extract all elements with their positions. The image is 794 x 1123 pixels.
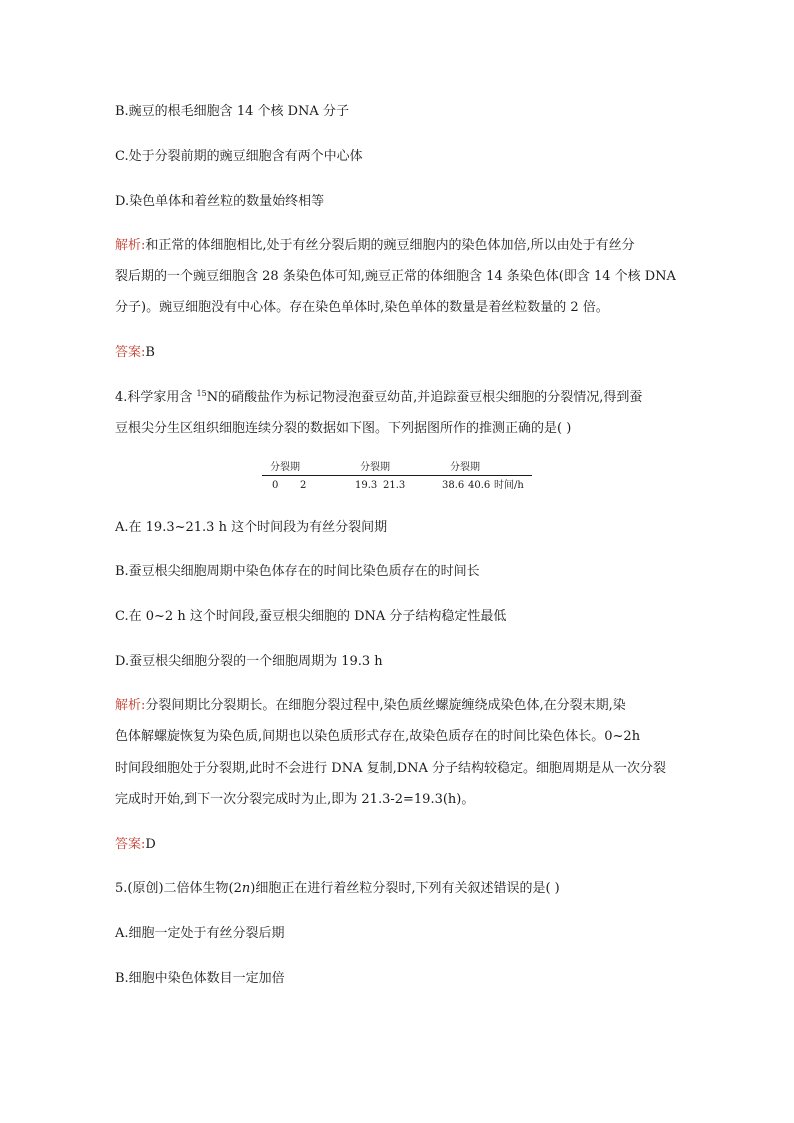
q3-option-c: C.处于分裂前期的豌豆细胞含有两个中心体 <box>115 149 363 164</box>
q4-answer-value: D <box>145 837 156 852</box>
q4-answer <box>115 836 156 854</box>
q3-option-b: B.豌豆的根毛细胞含 14 个核 DNA 分子 <box>115 104 349 119</box>
timeline-axis-label: 时间/h <box>494 480 524 491</box>
q4-option-c: C.在 0~2 h 这个时间段,蚕豆根尖细胞的 DNA 分子结构稳定性最低 <box>115 609 507 624</box>
q4-option-b: B.蚕豆根尖细胞周期中染色体存在的时间比染色质存在的时间长 <box>115 564 480 579</box>
q3-answer-value: B <box>145 345 155 360</box>
q4-stem-pre: 4.科学家用含 <box>115 390 197 405</box>
q4-option-a: A.在 19.3~21.3 h 这个时间段为有丝分裂间期 <box>115 520 388 535</box>
timeline-phase-label-1: 分裂期 <box>270 462 300 473</box>
cell-cycle-timeline <box>262 456 534 492</box>
q4-answer-label: 答案: <box>115 837 146 852</box>
q5-stem-pre: 5.(原创)二倍体生物(2 <box>115 881 242 896</box>
q4-isotope-symbol: N <box>206 390 219 405</box>
timeline-tick-19-3: 19.3 <box>355 480 378 491</box>
q3-analysis-line-2: 裂后期的一个豌豆细胞含 28 条染色体可知,豌豆正常的体细胞含 14 条染色体(即含 14 个核 DNA <box>115 269 676 284</box>
q3-answer <box>115 344 155 362</box>
timeline-tick-40-6: 40.6 <box>468 480 491 491</box>
q4-isotope-mass: 15 <box>196 389 207 398</box>
q5-stem-post: )细胞正在进行着丝粒分裂时,下列有关叙述错误的是( ) <box>250 881 560 896</box>
timeline-phase-label-2: 分裂期 <box>360 462 390 473</box>
q4-stem-line-1 <box>115 389 642 407</box>
q4-analysis-label: 解析: <box>115 698 146 713</box>
q5-stem-italic: n <box>241 881 251 896</box>
q3-answer-label: 答案: <box>115 345 146 360</box>
timeline-tick-2: 2 <box>300 480 307 491</box>
q4-option-d: D.蚕豆根尖细胞分裂的一个细胞周期为 19.3 h <box>115 654 383 669</box>
q4-stem-line-2: 豆根尖分生区组织细胞连续分裂的数据如下图。下列据图所作的推测正确的是( ) <box>115 421 572 436</box>
q3-analysis-label: 解析: <box>115 238 146 253</box>
timeline-tick-0: 0 <box>272 480 279 491</box>
q3-analysis-text-1: 和正常的体细胞相比,处于有丝分裂后期的豌豆细胞内的染色体加倍,所以由处于有丝分 <box>145 238 635 253</box>
q4-analysis-line-3: 时间段细胞处于分裂期,此时不会进行 DNA 复制,DNA 分子结构较稳定。细胞周期是从一次分裂 <box>115 761 667 776</box>
q4-analysis-line-2: 色体解螺旋恢复为染色质,间期也以染色质形式存在,故染色质存在的时间比染色体长。0~2h <box>115 729 641 744</box>
timeline-phase-label-3: 分裂期 <box>450 462 480 473</box>
q4-analysis-line-4: 完成时开始,到下一次分裂完成时为止,即为 21.3-2=19.3(h)。 <box>115 792 475 807</box>
timeline-tick-38-6: 38.6 <box>442 480 465 491</box>
q5-option-b: B.细胞中染色体数目一定加倍 <box>115 971 285 986</box>
q4-analysis-line-1 <box>115 697 626 715</box>
q4-analysis-text-1: 分裂间期比分裂期长。在细胞分裂过程中,染色质丝螺旋缠绕成染色体,在分裂末期,染 <box>145 698 626 713</box>
q5-stem <box>115 880 560 898</box>
q4-stem-post: 的硝酸盐作为标记物浸泡蚕豆幼苗,并追踪蚕豆根尖细胞的分裂情况,得到蚕 <box>218 390 643 405</box>
timeline-tick-21-3: 21.3 <box>383 480 406 491</box>
q3-option-d: D.染色单体和着丝粒的数量始终相等 <box>115 194 325 209</box>
q5-option-a: A.细胞一定处于有丝分裂后期 <box>115 926 285 941</box>
q3-analysis-line-1 <box>115 237 635 255</box>
q3-analysis-line-3: 分子)。豌豆细胞没有中心体。存在染色单体时,染色单体的数量是着丝粒数量的 2 倍。 <box>115 300 609 315</box>
